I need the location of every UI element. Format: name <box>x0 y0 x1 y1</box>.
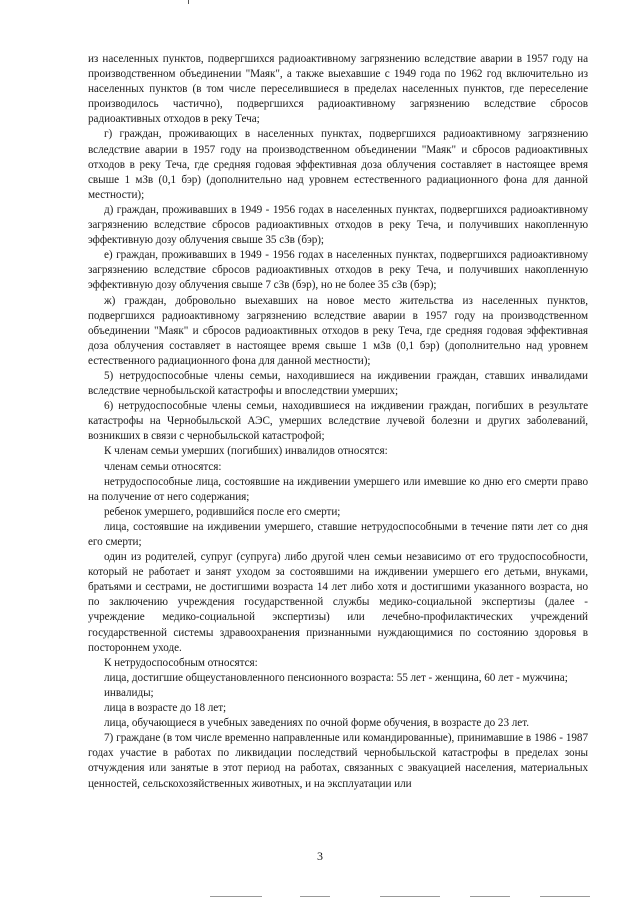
scan-artifact-line <box>210 896 262 897</box>
paragraph-continuation: из населенных пунктов, подвергшихся радиоактивному загрязнению вследствие аварии в 1957 году на производственном объединении "Маяк", а также выехавшие с 1949 года по 1962 год включительно из населенных пунктов (в том числе переселившиеся в пределах населенных пунктов, где переселение производилось частично), подвергшихся радиоактивному загрязнению вследствие сбросов радиоактивных отходов в реку Теча; <box>88 53 588 126</box>
paragraph-five-years: лица, состоявшие на иждивении умершего, ставшие нетрудоспособными в течение пяти лет со дня его смерти; <box>88 520 588 548</box>
paragraph-invalids: инвалиды; <box>104 686 154 699</box>
scan-artifact-line <box>540 896 590 897</box>
scan-mark <box>188 0 189 4</box>
paragraph-item-g: г) граждан, проживающих в населенных пунктах, подвергшихся радиоактивному загрязнению вследствие аварии в 1957 году на производственном объединении "Маяк" и сбросов радиоактивных отходов в реку Теча, где средняя годовая эффективная доза облучения составляет в настоящее время свыше 1 мЗв (0,1 бэр) (дополнительно над уровнем естественного радиационного фона для данной местности); <box>88 128 588 201</box>
paragraph-disabled-heading: К нетрудоспособным относятся: <box>104 656 258 669</box>
paragraph-item-e: е) граждан, проживавших в 1949 - 1956 годах в населенных пунктах, подвергшихся радиоактивному загрязнению вследствие сбросов радиоактивных отходов в реку Теча, и получивших накопленную эффективную дозу облучения свыше 7 сЗв (бэр), но не более 35 сЗв (бэр); <box>88 249 588 292</box>
paragraph-family-heading: К членам семьи умерших (погибших) инвалидов относятся: <box>104 445 388 458</box>
paragraph-pension-age: лица, достигшие общеустановленного пенсионного возраста: 55 лет - женщина, 60 лет - мужчина; <box>104 671 568 684</box>
scan-artifact-line <box>470 896 510 897</box>
paragraph-item-6: 6) нетрудоспособные члены семьи, находившиеся на иждивении граждан, погибших в результате катастрофы на Чернобыльской АЭС, умерших вследствие лучевой болезни и других заболеваний, возникших в связи с чернобыльской катастрофой; <box>88 400 588 443</box>
paragraph-caregiver: один из родителей, супруг (супруга) либо другой член семьи независимо от его трудоспособности, который не работает и занят уходом за состоявшими на иждивении умершего его детьми, внуками, братьями и сестрами, не достигшими возраста 14 лет либо хотя и достигшими указанного возраста, но по заключению учреждения государственной службы медико-социальной экспертизы (далее - учреждение медико-социальной экспертизы) или лечебно-профилактических учреждений государственной системы здравоохранения признанными нуждающимися по состоянию здоровья в постороннем уходе. <box>88 551 588 654</box>
page-number: 3 <box>317 849 323 863</box>
scan-artifact-line <box>380 896 440 897</box>
paragraph-posthumous-child: ребенок умершего, родившийся после его смерти; <box>104 505 341 518</box>
paragraph-item-zh: ж) граждан, добровольно выехавших на новое место жительства из населенных пунктов, подвергшихся радиоактивному загрязнению вследствие аварии в 1957 году на производственном объединении "Маяк" и сбросов радиоактивных отходов в реку Теча, где средняя годовая эффективная доза облучения составляет в настоящее время свыше 1 мЗв (0,1 бэр) (дополнительно над уровнем естественного радиационного фона для данной местности); <box>88 294 588 367</box>
scan-artifact-line <box>300 896 330 897</box>
paragraph-item-d: д) граждан, проживавших в 1949 - 1956 годах в населенных пунктах, подвергшихся радиоактивному загрязнению вследствие сбросов радиоактивных отходов в реку Теча, и получивших накопленную эффективную дозу облучения свыше 35 сЗв (бэр); <box>88 203 588 247</box>
document-body <box>88 52 588 792</box>
paragraph-students: лица, обучающиеся в учебных заведениях по очной форме обучения, в возрасте до 23 лет. <box>104 717 529 730</box>
paragraph-item-7: 7) граждане (в том числе временно направленные или командированные), принимавшие в 1986 - 1987 годах участие в работах по ликвидации последствий чернобыльской катастрофы в пределах зоны отчуждения или занятые в этот период на работах, связанных с эвакуацией населения, материальных ценностей, сельскохозяйственных животных, и на эксплуатации или <box>88 732 588 790</box>
paragraph-item-5: 5) нетрудоспособные члены семьи, находившиеся на иждивении граждан, ставших инвалидами вследствие чернобыльской катастрофы и впоследствии умерших; <box>88 369 588 398</box>
paragraph-dependents: нетрудоспособные лица, состоявшие на иждивении умершего или имевшие ко дню его смерти право на получение от него содержания; <box>88 475 588 503</box>
paragraph-family-subheading: членам семьи относятся: <box>104 460 222 473</box>
paragraph-under-18: лица в возрасте до 18 лет; <box>104 702 227 715</box>
